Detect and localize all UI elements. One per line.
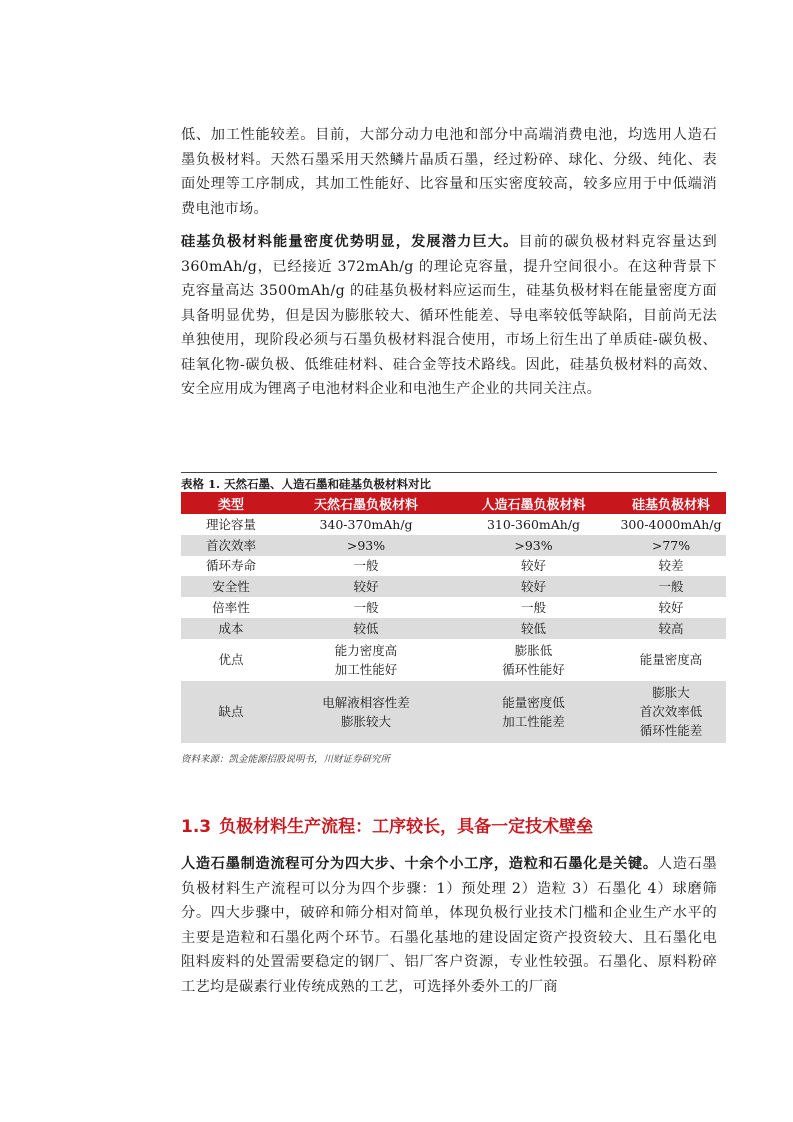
table-cell: 一般 xyxy=(520,600,546,616)
paragraph-artificial-graphite-process xyxy=(181,852,717,999)
paragraph-silicon-anode xyxy=(181,230,717,402)
table-row-label: 倍率性 xyxy=(212,600,250,616)
table-row xyxy=(181,639,726,681)
section-title: 负极材料生产流程：工序较长，具备一定技术壁垒 xyxy=(219,817,594,837)
section-number: 1.3 xyxy=(181,817,212,837)
table-cell: 膨胀大 首次效率低 循环性能差 xyxy=(616,681,726,743)
table-cell: 能量密度高 xyxy=(639,652,703,668)
table-cell: 一般 xyxy=(353,558,379,574)
table-source: 资料来源：凯金能源招股说明书，川财证券研究所 xyxy=(181,754,391,765)
table-row-label: 安全性 xyxy=(181,576,281,597)
table-row xyxy=(181,556,726,577)
table-row xyxy=(181,514,726,535)
table-row-label: 首次效率 xyxy=(181,535,281,556)
table-row xyxy=(181,535,726,556)
table-row xyxy=(181,576,726,597)
table-cell: 较好 xyxy=(658,600,684,616)
paragraph-lead: 人造石墨制造流程可分为四大步、十余个小工序，造粒和石墨化是关键。 xyxy=(181,856,658,872)
table-header-cell: 人造石墨负极材料 xyxy=(451,492,616,514)
table-cell: 能量密度低 加工性能差 xyxy=(451,681,616,743)
table-cell: 较低 xyxy=(451,618,616,639)
table-cell: 较差 xyxy=(658,558,684,574)
table-cell: 310-360mAh/g xyxy=(486,516,581,532)
table-cell: 膨胀低 循环性能好 xyxy=(502,642,565,677)
table-cell: 340-370mAh/g xyxy=(319,516,413,532)
table-cell: 较高 xyxy=(616,618,726,639)
table-cell: >77% xyxy=(616,535,726,556)
paragraph-lead: 硅基负极材料能量密度优势明显，发展潜力巨大。 xyxy=(181,234,519,250)
table-cell: 能力密度高 加工性能好 xyxy=(334,642,398,677)
section-heading xyxy=(181,812,593,837)
table-row xyxy=(181,618,726,639)
table-cell: 较好 xyxy=(451,576,616,597)
paragraph-body: 目前的碳负极材料克容量达到 360mAh/g，已经接近 372mAh/g 的理论克容量，提升空间很小。在这种背景下克容量高达 3500mAh/g 的硅基负极材料应运而生，硅基负极材料在能量密度方面具备明显优势，但是因为膨胀较大、循环性能差、导电率较低等缺陷，目前尚无法单独使用，现阶段必须与石墨负极材料混合使用，市场上衍生出了单质硅-碳负极、硅氧化物-碳负极、低维硅材料、硅合金等技术路线。因此，硅基负极材料的高效、安全应用成为锂离子电池材料企业和电池生产企业的共同关注点。 xyxy=(181,234,717,397)
table-title: 表格 1. 天然石墨、人造石墨和硅基负极材料对比 xyxy=(181,472,717,492)
table-cell: 较好 xyxy=(520,558,546,574)
table-header-row xyxy=(181,492,726,514)
table-cell: 300-4000mAh/g xyxy=(620,516,722,532)
table-row-label: 理论容量 xyxy=(205,516,256,532)
table-header-cell: 类型 xyxy=(181,492,281,514)
table-row xyxy=(181,597,726,618)
table-header-cell: 天然石墨负极材料 xyxy=(281,492,451,514)
comparison-table xyxy=(181,492,726,743)
table-row-label: 循环寿命 xyxy=(205,558,256,574)
table-cell: 电解液相容性差 膨胀较大 xyxy=(281,681,451,743)
table-cell: 较好 xyxy=(281,576,451,597)
paragraph-graphite-intro: 低、加工性能较差。目前，大部分动力电池和部分中高端消费电池，均选用人造石墨负极材料。天然石墨采用天然鳞片晶质石墨，经过粉碎、球化、分级、纯化、表面处理等工序制成，其加工性能好、比容量和压实密度较高，较多应用于中低端消费电池市场。 xyxy=(181,127,717,217)
table-row-label: 成本 xyxy=(181,618,281,639)
table-header-cell: 硅基负极材料 xyxy=(616,492,726,514)
table-row-label: 缺点 xyxy=(181,681,281,743)
paragraph-body: 人造石墨负极材料生产流程可以分为四个步骤：1）预处理 2）造粒 3）石墨化 4）球磨筛分。四大步骤中，破碎和筛分相对简单，体现负极行业技术门槛和企业生产水平的主要是造粒和石墨化两个环节。石墨化基地的建设固定资产投资较大、且石墨化电阻料废料的处置需要稳定的钢厂、铝厂客户资源，专业性较强。石墨化、原料粉碎工艺均是碳素行业传统成熟的工艺，可选择外委外工的厂商 xyxy=(181,856,718,995)
table-cell: 一般 xyxy=(616,576,726,597)
table-cell: 一般 xyxy=(353,600,379,616)
table-cell: >93% xyxy=(451,535,616,556)
table-cell: >93% xyxy=(281,535,451,556)
table-cell: 较低 xyxy=(281,618,451,639)
table-row-label: 优点 xyxy=(218,652,244,668)
table-row xyxy=(181,681,726,743)
